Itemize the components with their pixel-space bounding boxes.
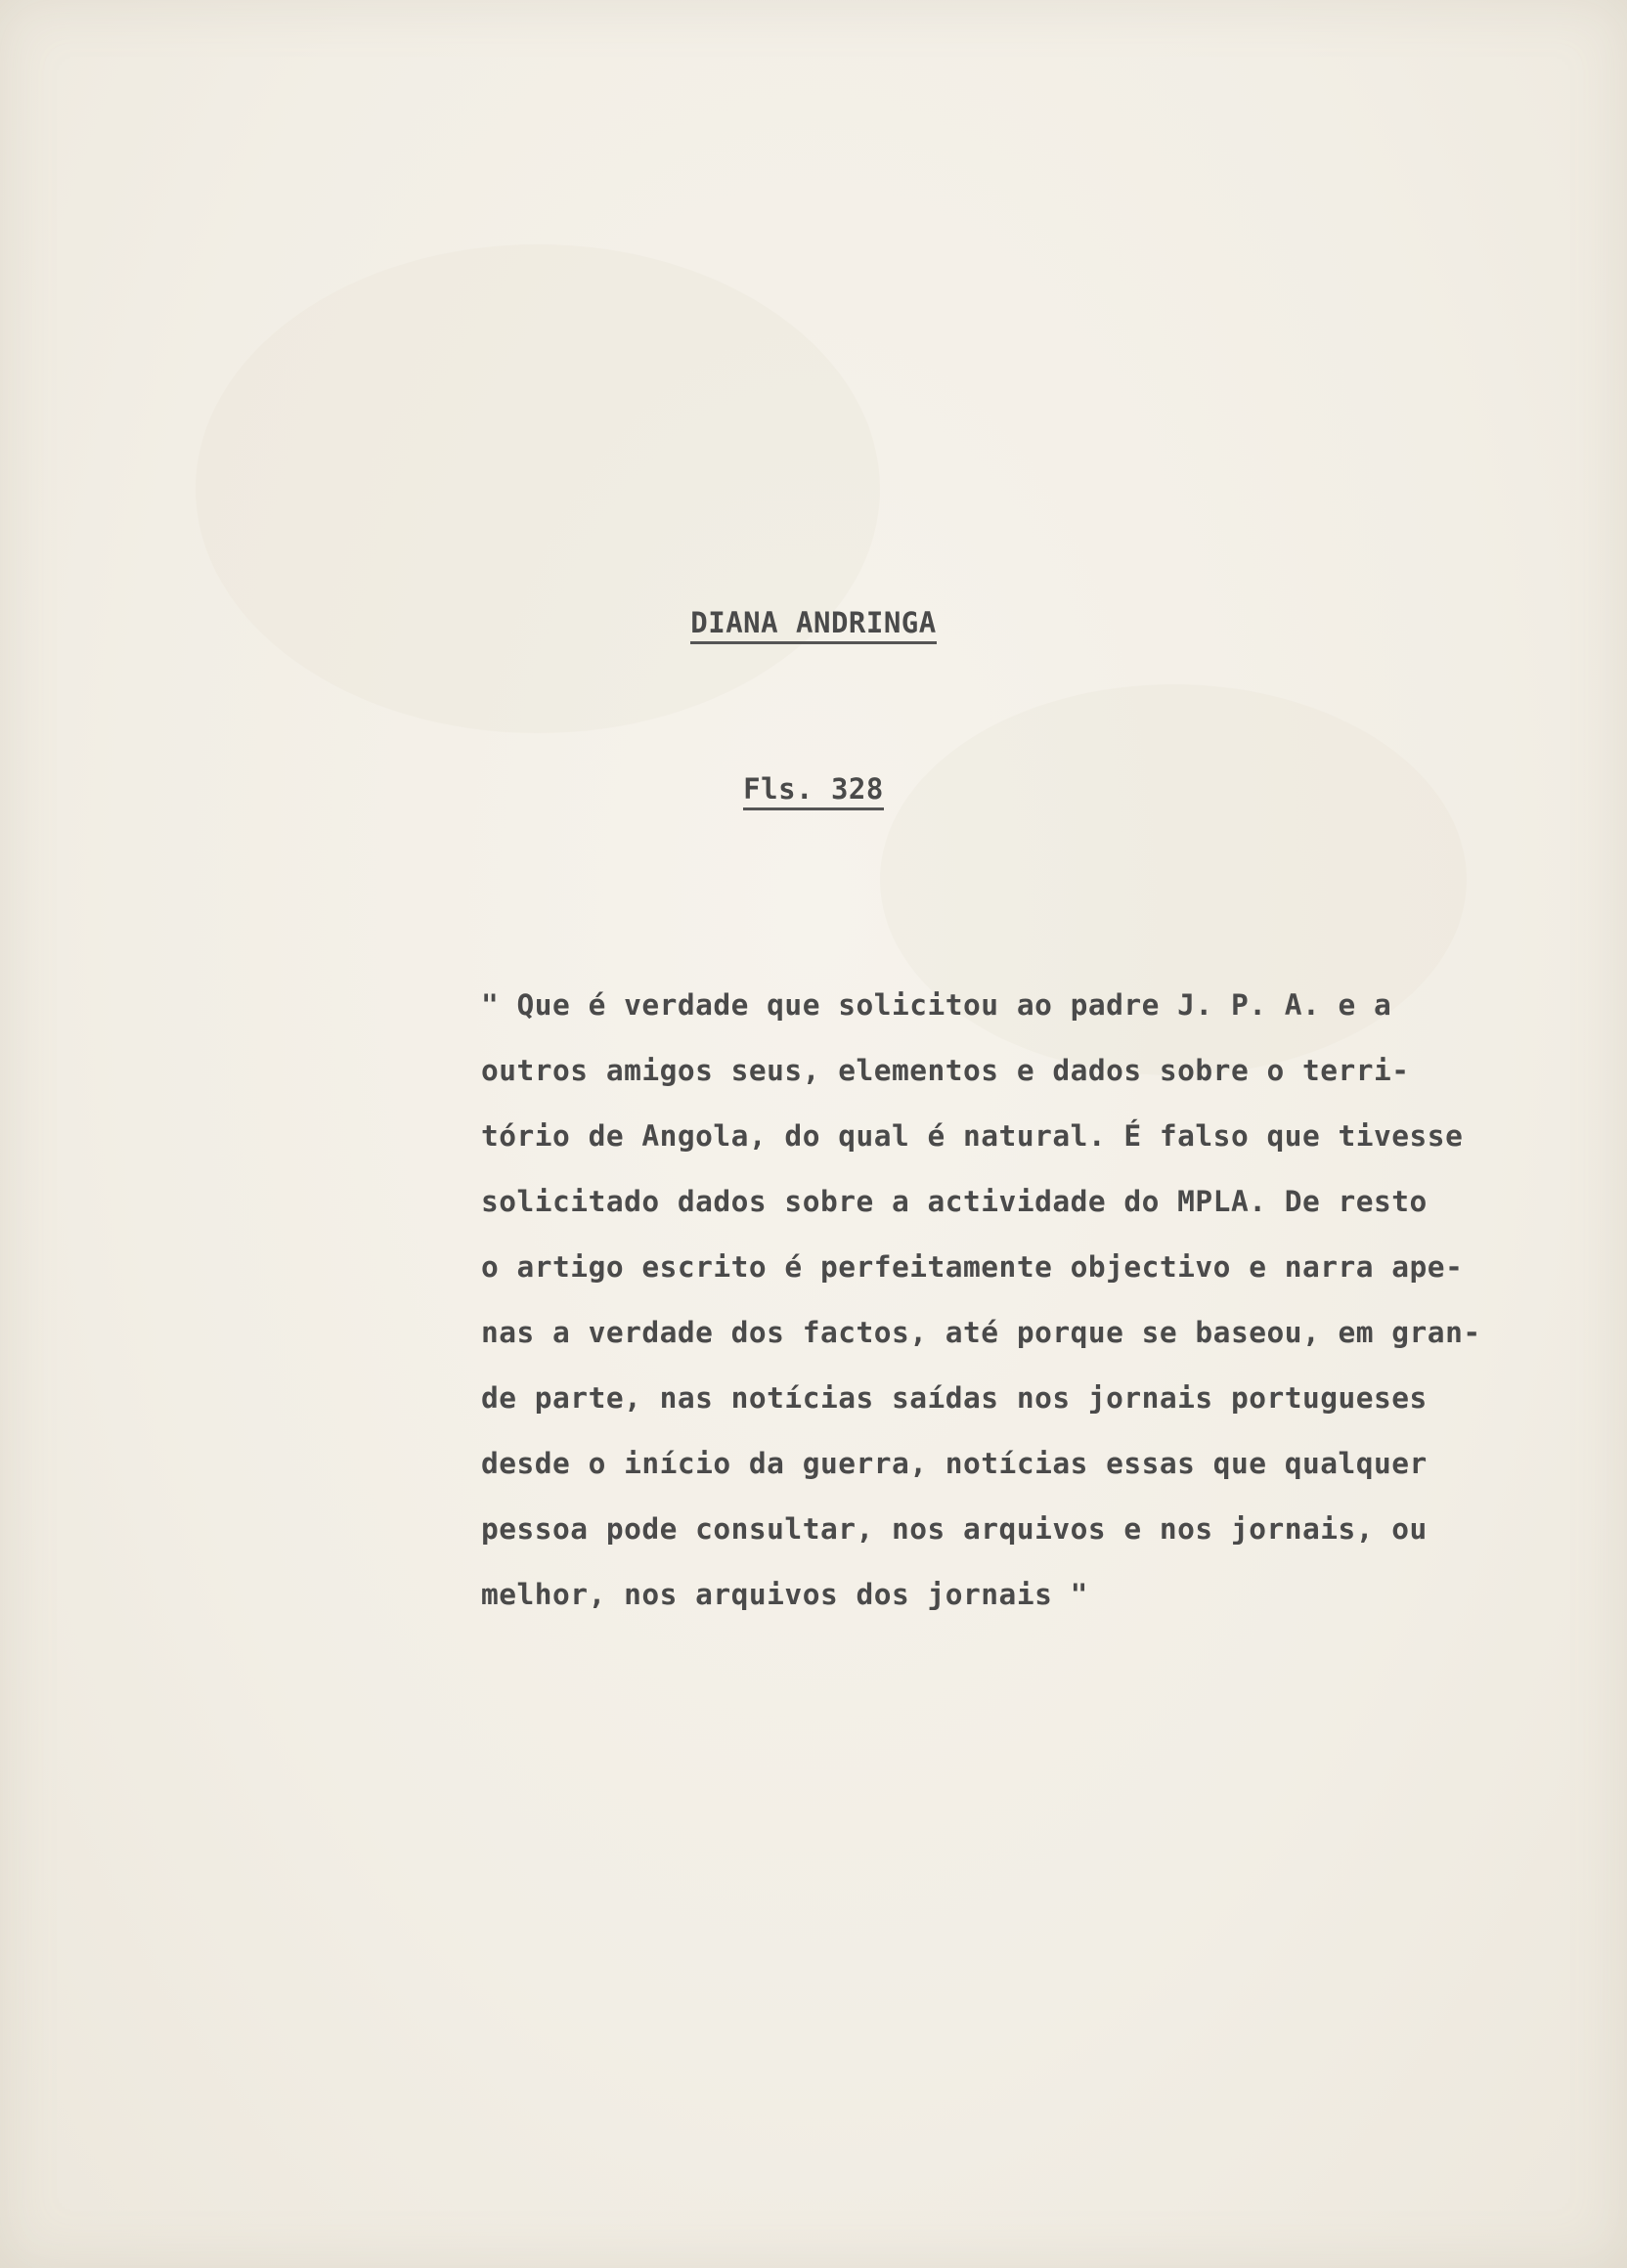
body-line: nas a verdade dos factos, até porque se baseou, em gran- bbox=[481, 1316, 1481, 1349]
document-body bbox=[481, 973, 1605, 1628]
body-line: de parte, nas notícias saídas nos jornais portugueses bbox=[481, 1381, 1428, 1415]
body-line: tório de Angola, do qual é natural. É falso que tivesse bbox=[481, 1119, 1464, 1153]
body-line: o artigo escrito é perfeitamente objectivo e narra ape- bbox=[481, 1250, 1464, 1284]
body-line: outros amigos seus, elementos e dados sobre o terri- bbox=[481, 1054, 1410, 1087]
document-heading bbox=[0, 606, 1627, 639]
paper-stain bbox=[196, 244, 880, 733]
body-line: desde o início da guerra, notícias essas que qualquer bbox=[481, 1447, 1428, 1480]
folio-number bbox=[0, 772, 1627, 806]
body-line: " Que é verdade que solicitou ao padre J. P. A. e a bbox=[481, 988, 1392, 1022]
folio-number-text: Fls. 328 bbox=[743, 772, 884, 810]
body-line: solicitado dados sobre a actividade do MPLA. De resto bbox=[481, 1185, 1428, 1218]
body-line: pessoa pode consultar, nos arquivos e nos jornais, ou bbox=[481, 1512, 1428, 1546]
body-line: melhor, nos arquivos dos jornais " bbox=[481, 1578, 1088, 1611]
document-heading-text: DIANA ANDRINGA bbox=[690, 606, 936, 644]
